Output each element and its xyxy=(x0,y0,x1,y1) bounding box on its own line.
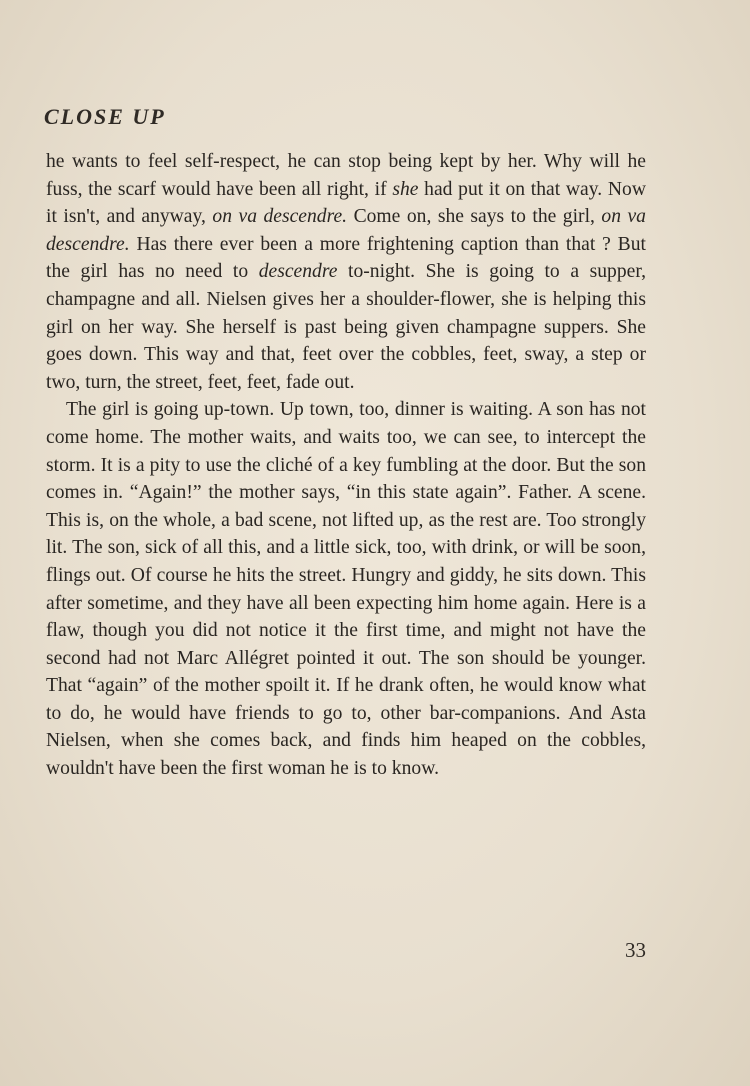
text-run: Has there ever been a more frightening caption than that ? But the girl has no need to xyxy=(46,233,646,283)
italic-phrase: on va descendre. xyxy=(46,206,646,255)
paragraph xyxy=(46,396,646,782)
text-run: he wants to feel self-respect, he can stop being kept by her. Why will he fuss, the scarf would have been all right, if xyxy=(46,151,646,200)
italic-phrase: descendre xyxy=(258,261,338,283)
paragraph xyxy=(46,148,646,396)
page-number: 33 xyxy=(625,938,646,962)
text-run: Come on, she says to the girl, xyxy=(347,206,602,228)
italic-phrase: she xyxy=(392,178,419,200)
text-run: to-night. She is going to a supper, champagne and all. Nielsen gives her a shoulder-flower, she is helping this girl on her way. She herself is past being given champagne suppers. She goes down. This way and that, feet over the cobbles, feet, sway, a step or two, turn, the street, feet, feet, fade out. xyxy=(46,261,646,393)
text-run: The girl is going up-town. Up town, too, dinner is waiting. A son has not come home. The mother waits, and waits too, we can see, to intercept the storm. It is a pity to use the cliché of a key fumbling at the door. But the son comes in. “Again!” the mother says, “in this state again”. Father. A scene. This is, on the whole, a bad scene, not lifted up, as the rest are. Too strongly lit. The son, sick of all this, and a little sick, too, with drink, or will be soon, flings out. Of course he hits the street. Hungry and giddy, he sits down. This after sometime, and they have all been expecting him home again. Here is a flaw, though you did not notice it the first time, and might not have the second had not Marc Allégret pointed it out. The son should be younger. That “again” of the mother spoilt it. If he drank often, he would know what to do, he would have friends to go to, other bar-companions. And Asta Nielsen, when she comes back, and finds him heaped on the cobbles, wouldn't have been the first woman he is to know. xyxy=(46,399,646,780)
running-head: CLOSE UP xyxy=(44,104,166,129)
text-run: had put it on that way. Now it isn't, and anyway, xyxy=(46,178,646,228)
body-text xyxy=(46,148,646,783)
italic-phrase: on va descendre. xyxy=(212,206,348,228)
